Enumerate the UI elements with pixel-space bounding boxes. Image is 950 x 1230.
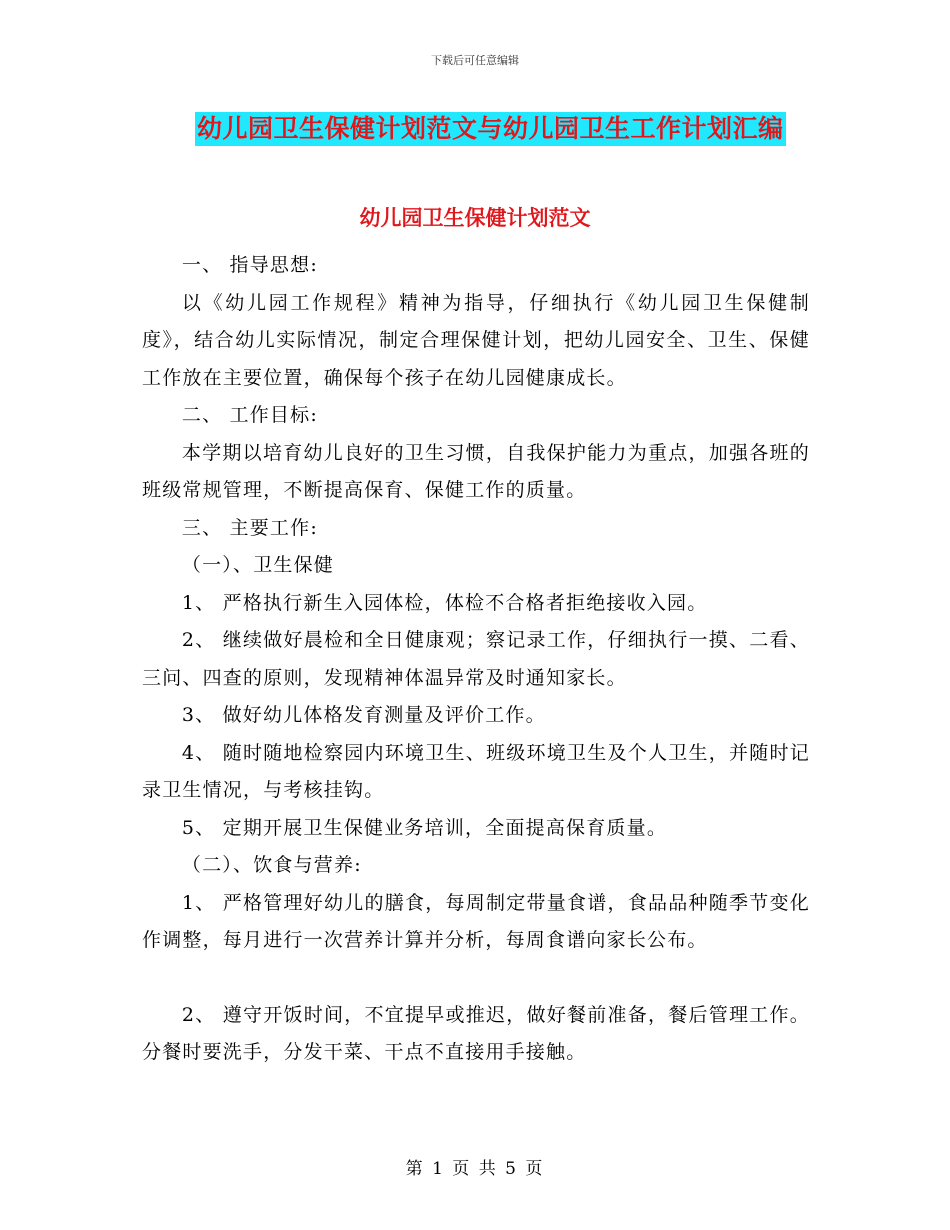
list-item: 5、 定期开展卫生保健业务培训，全面提高保育质量。 [181, 816, 668, 839]
heading-guiding-thought: 一、 指导思想: [181, 254, 318, 276]
paragraph-work-goals: 本学期以培育幼儿良好的卫生习惯，自我保护能力为重点，加强各班的班级常规管理，不断提高保育、保健工作的质量。 [142, 441, 810, 501]
subheading-diet-nutrition: （二）、饮食与营养: [181, 854, 362, 876]
list-item: 2、 遵守开饭时间，不宜提早或推迟，做好餐前准备，餐后管理工作。分餐时要洗手，分发干菜、干点不直接用手接触。 [142, 1003, 810, 1063]
paragraph-guiding-thought: 以《幼儿园工作规程》精神为指导，仔细执行《幼儿园卫生保健制度》，结合幼儿实际情况，制定合理保健计划，把幼儿园安全、卫生、保健工作放在主要位置，确保每个孩子在幼儿园健康成长。 [142, 291, 810, 389]
document-main-title: 幼儿园卫生保健计划范文与幼儿园卫生工作计划汇编 [195, 112, 786, 146]
heading-main-work: 三、 主要工作: [181, 516, 318, 539]
page-footer: 第 1 页 共 5 页 [405, 1159, 545, 1179]
subheading-hygiene-care: （一）、卫生保健 [181, 554, 334, 576]
list-item: 1、 严格执行新生入园体检，体检不合格者拒绝接收入园。 [181, 591, 708, 614]
list-item: 2、 继续做好晨检和全日健康观；察记录工作，仔细执行一摸、二看、三问、四查的原则，发现精神体温异常及时通知家长。 [142, 629, 810, 689]
list-item: 1、 严格管理好幼儿的膳食，每周制定带量食谱，食品品种随季节变化作调整，每月进行一次营养计算并分析，每周食谱向家长公布。 [142, 891, 810, 951]
list-item: 3、 做好幼儿体格发育测量及评价工作。 [181, 704, 546, 726]
heading-work-goals: 二、 工作目标: [181, 404, 318, 426]
list-item: 4、 随时随地检察园内环境卫生、班级环境卫生及个人卫生，并随时记录卫生情况，与考核挂钩。 [142, 741, 810, 801]
header-note: 下载后可任意编辑 [431, 54, 519, 67]
section-title: 幼儿园卫生保健计划范文 [359, 205, 591, 230]
document-body [142, 247, 810, 1072]
